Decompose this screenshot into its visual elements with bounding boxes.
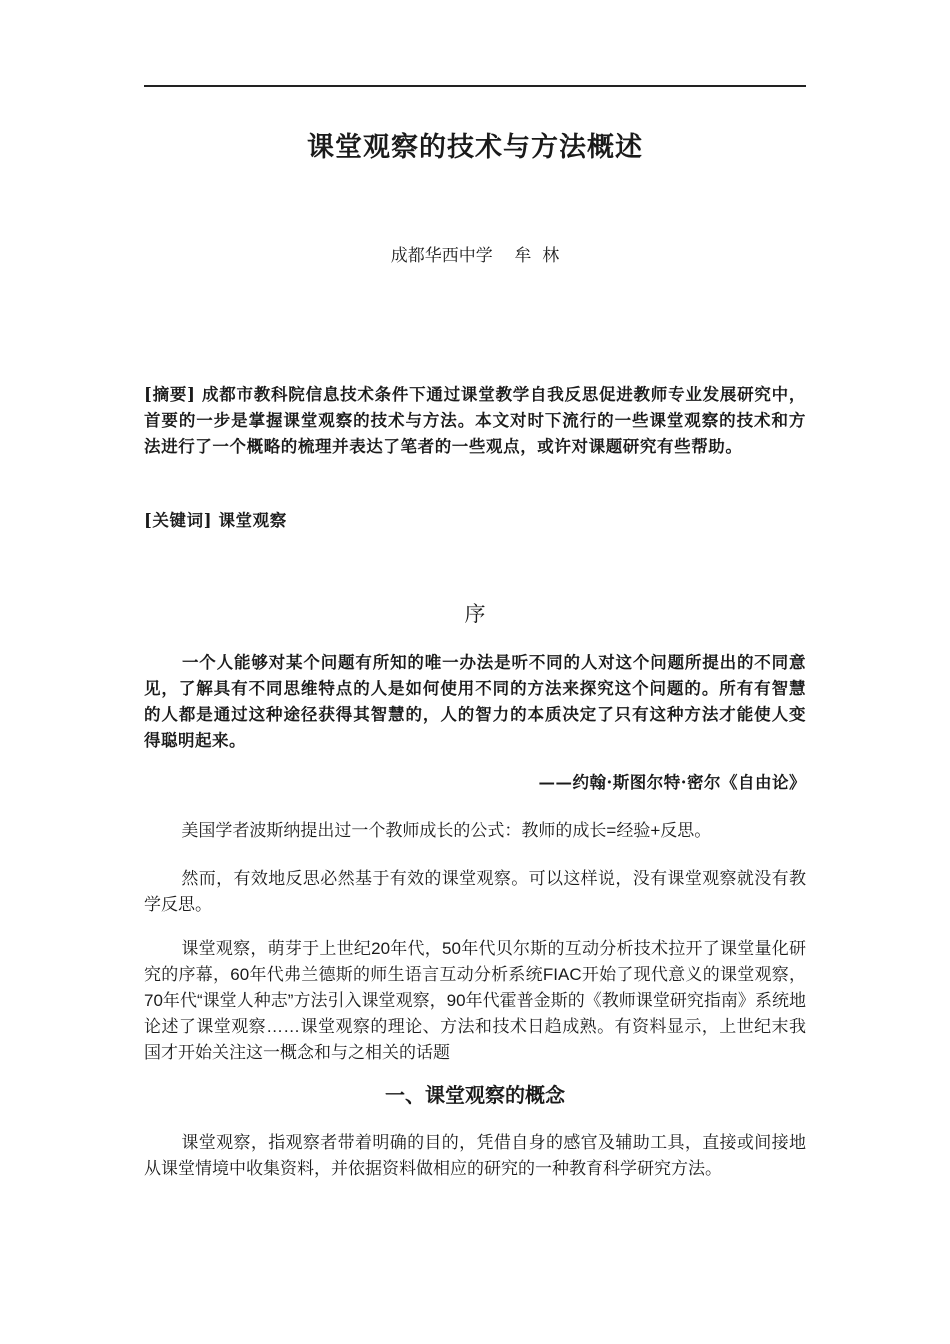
body-paragraph: 然而，有效地反思必然基于有效的课堂观察。可以这样说，没有课堂观察就没有教学反思。 (144, 869, 806, 914)
body-paragraph: 美国学者波斯纳提出过一个教师成长的公式：教师的成长=经验+反思。 (181, 821, 712, 840)
preface-heading: 序 (464, 602, 486, 626)
body-paragraph: 课堂观察，萌芽于上世纪20年代，50年代贝尔斯的互动分析技术拉开了课堂量化研究的序幕，60年代弗兰德斯的师生语言互动分析系统FIAC开始了现代意义的课堂观察，70年代“课堂人种志”方法引入课堂观察，90年代霍普金斯的《教师课堂研究指南》系统地论述了课堂观察……课堂观察的理论、方法和技术日趋成熟。有资料显示，上世纪末我国才开始关注这一概念和与之相关的话题 (144, 939, 806, 1062)
keywords: [关键词] 课堂观察 (144, 511, 287, 530)
abstract: [摘要] 成都市教科院信息技术条件下通过课堂教学自我反思促进教师专业发展研究中，首要的一步是掌握课堂观察的技术与方法。本文对时下流行的一些课堂观察的技术和方法进行了一个概略的梳理并表达了笔者的一些观点，或许对课题研究有些帮助。 (144, 385, 806, 456)
header-rule (144, 85, 806, 87)
section-heading: 一、课堂观察的概念 (385, 1085, 565, 1107)
epigraph-quote: 一个人能够对某个问题有所知的唯一办法是听不同的人对这个问题所提出的不同意见，了解具有不同思维特点的人是如何使用不同的方法来探究这个问题的。所有有智慧的人都是通过这种途径获得其智慧的，人的智力的本质决定了只有这种方法才能使人变得聪明起来。 (144, 653, 806, 750)
document-title: 课堂观察的技术与方法概述 (307, 132, 643, 163)
body-paragraph: 课堂观察，指观察者带着明确的目的，凭借自身的感官及辅助工具，直接或间接地从课堂情境中收集资料，并依据资料做相应的研究的一种教育科学研究方法。 (144, 1133, 806, 1178)
author-line: 成都华西中学 牟 林 (390, 246, 560, 266)
quote-attribution: ——约翰·斯图尔特·密尔《自由论》 (538, 773, 806, 792)
